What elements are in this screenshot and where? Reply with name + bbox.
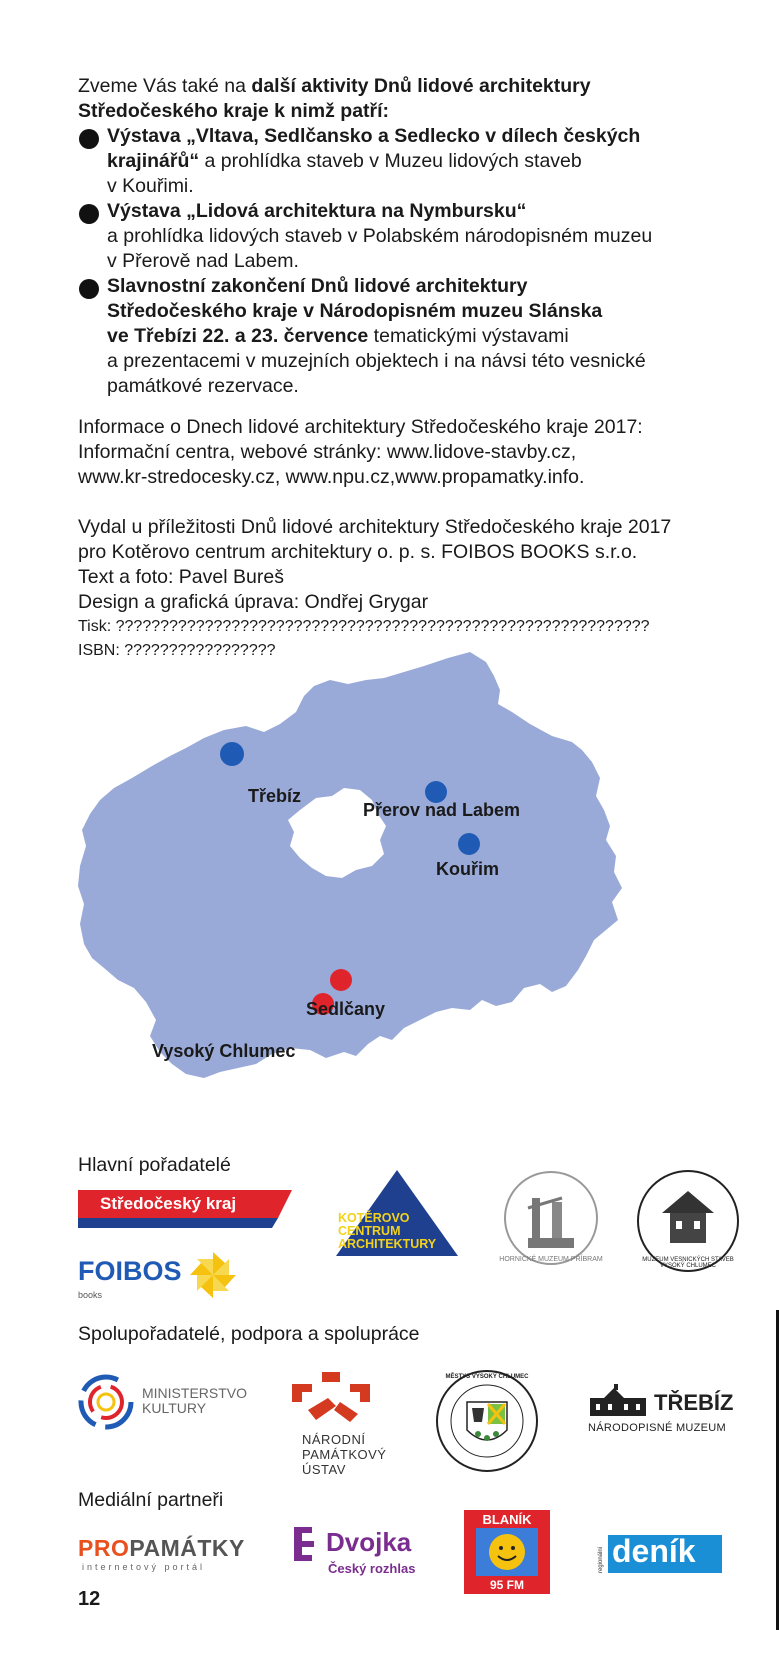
- koterovo-logo: [334, 1168, 460, 1258]
- map-label-sedlcany: Sedlčany: [306, 999, 386, 1019]
- propamatky-rest: PAMÁTKY: [129, 1535, 245, 1561]
- intro-paragraph: [78, 74, 758, 124]
- bullet-2-text: a prohlídka lidových staveb v Polabském národopisném muzeu: [107, 225, 653, 247]
- muzeum-vesnickych-text: MUZEUM VESNICKÝCH STAVEB VYSOKÝ CHLUMEC: [642, 1257, 734, 1269]
- npu-line-1: NÁRODNÍ: [302, 1432, 366, 1447]
- foibos-sub: books: [78, 1290, 103, 1300]
- blanik-sun-icon: [476, 1528, 538, 1576]
- bullet-3-text-2: a prezentacemi v muzejních objektech i na návsi této vesnické: [107, 350, 646, 372]
- propamatky-logo: [78, 1535, 258, 1575]
- ministerstvo-line-2: KULTURY: [142, 1400, 207, 1416]
- denik-sub: regionální: [598, 1546, 604, 1573]
- stredocesky-kraj-text: Středočeský kraj: [100, 1194, 237, 1213]
- koterovo-line-1: KOTĚROVO: [338, 1211, 410, 1225]
- npu-icon: [288, 1370, 378, 1424]
- trebiz-sub: NÁRODOPISNÉ MUZEUM: [588, 1422, 727, 1434]
- bullet-dot: [79, 129, 99, 149]
- intro-text: Zveme Vás také na: [78, 75, 252, 97]
- foibos-text: FOIBOS: [78, 1256, 182, 1286]
- dvojka-icon: [294, 1527, 316, 1561]
- intro-bold: další aktivity Dnů lidové architektury: [251, 75, 591, 97]
- map-label-prerov: Přerov nad Labem: [363, 800, 521, 820]
- bullet-3-dates: ve Třebízi 22. a 23. července: [107, 325, 369, 347]
- dvojka-text: Dvojka: [326, 1527, 412, 1557]
- bullet-1-text-2: v Kouřimi.: [107, 175, 194, 197]
- foibos-sun-icon: [188, 1250, 238, 1300]
- bullet-1-title-cont: krajinářů“: [107, 150, 200, 172]
- bullet-2-title: Výstava „Lidová architektura na Nymbursku“: [107, 200, 527, 222]
- imprint-line-3: Text a foto: Pavel Bureš: [78, 566, 284, 588]
- map-dot-kourim: [458, 833, 480, 855]
- bullet-dot: [79, 279, 99, 299]
- bullet-dot: [79, 204, 99, 224]
- propamatky-pro: PRO: [78, 1535, 130, 1561]
- bullet-item-3: [107, 274, 747, 399]
- blanik-text: BLANÍK: [482, 1512, 532, 1527]
- trebiz-building-icon: [588, 1384, 648, 1416]
- koterovo-line-2: CENTRUM: [338, 1224, 401, 1238]
- bullet-2-text-2: v Přerově nad Labem.: [107, 250, 299, 272]
- map-dot-sedlcany: [330, 969, 352, 991]
- koterovo-line-3: ARCHITEKTURY: [338, 1237, 437, 1251]
- imprint-isbn: ISBN: ?????????????????: [78, 642, 276, 659]
- trebiz-title: TŘEBÍZ: [654, 1390, 734, 1415]
- npu-logo: [288, 1370, 418, 1482]
- trebiz-muzeum-logo: [588, 1384, 738, 1444]
- foibos-logo: [78, 1250, 248, 1300]
- region-map: [0, 640, 779, 1100]
- denik-logo: [598, 1535, 724, 1575]
- bullet-3-text: tematickými výstavami: [368, 325, 569, 347]
- info-line-2: Informační centra, webové stránky: www.lidove-stavby.cz,: [78, 441, 577, 463]
- section-organizers: Hlavní pořadatelé: [78, 1154, 231, 1176]
- intro-bold-2: Středočeského kraje k nimž patří:: [78, 100, 390, 122]
- dvojka-logo: [294, 1525, 444, 1581]
- stredocesky-kraj-logo: [78, 1190, 292, 1230]
- dvojka-sub: Český rozhlas: [328, 1561, 416, 1576]
- imprint-line-1: Vydal u příležitosti Dnů lidové architektury Středočeského kraje 2017: [78, 516, 672, 538]
- bullet-item-2: [107, 199, 747, 274]
- ministerstvo-kultury-logo: [78, 1374, 268, 1430]
- ministerstvo-line-1: MINISTERSTVO: [142, 1385, 248, 1401]
- map-dot-trebiz: [220, 742, 244, 766]
- map-label-kourim: Kouřim: [436, 859, 499, 879]
- mestys-text: MĚSTYS VYSOKÝ CHLUMEC: [445, 1374, 529, 1380]
- muzeum-vesnickych-staveb-logo: [632, 1165, 744, 1277]
- imprint-line-4: Design a grafická úprava: Ondřej Grygar: [78, 591, 429, 613]
- mestys-logo: [434, 1368, 540, 1474]
- imprint-line-2: pro Kotěrovo centrum architektury o. p. s. FOIBOS BOOKS s.r.o.: [78, 541, 638, 563]
- info-line-3: www.kr-stredocesky.cz, www.npu.cz,www.propamatky.info.: [78, 466, 585, 488]
- blanik-logo: [464, 1510, 550, 1594]
- bullet-3-text-3: památkové rezervace.: [107, 375, 299, 397]
- page-number: 12: [78, 1588, 101, 1610]
- map-label-chlumec: Vysoký Chlumec: [152, 1041, 296, 1061]
- section-coorganizers: Spolupořadatelé, podpora a spolupráce: [78, 1323, 420, 1345]
- bullet-1-title: Výstava „Vltava, Sedlčansko a Sedlecko v dílech českých: [107, 125, 641, 147]
- info-line-1: Informace o Dnech lidové architektury Středočeského kraje 2017:: [78, 416, 643, 438]
- blanik-fm: 95 FM: [489, 1578, 524, 1592]
- hornicke-text: HORNICKÉ MUZEUM PŘÍBRAM: [499, 1256, 603, 1263]
- bullet-3-title: Slavnostní zakončení Dnů lidové architektury: [107, 275, 528, 297]
- imprint-tisk: Tisk: ????????????????????????????????????????????????????????????: [78, 618, 650, 635]
- hornicke-muzeum-logo: [498, 1168, 604, 1268]
- npu-line-3: ÚSTAV: [302, 1462, 346, 1477]
- ministerstvo-icon: [78, 1374, 134, 1430]
- bullet-1-text: a prohlídka staveb v Muzeu lidových staveb: [199, 150, 582, 172]
- denik-text: deník: [612, 1533, 696, 1569]
- npu-line-2: PAMÁTKOVÝ: [302, 1447, 387, 1462]
- bullet-3-title-2: Středočeského kraje v Národopisném muzeu Slánska: [107, 300, 603, 322]
- bullet-item-1: [107, 124, 747, 199]
- info-paragraph: [78, 415, 768, 490]
- section-media: Mediální partneři: [78, 1489, 224, 1511]
- map-label-trebiz: Třebíz: [248, 786, 302, 806]
- propamatky-sub: internetový portál: [82, 1562, 206, 1572]
